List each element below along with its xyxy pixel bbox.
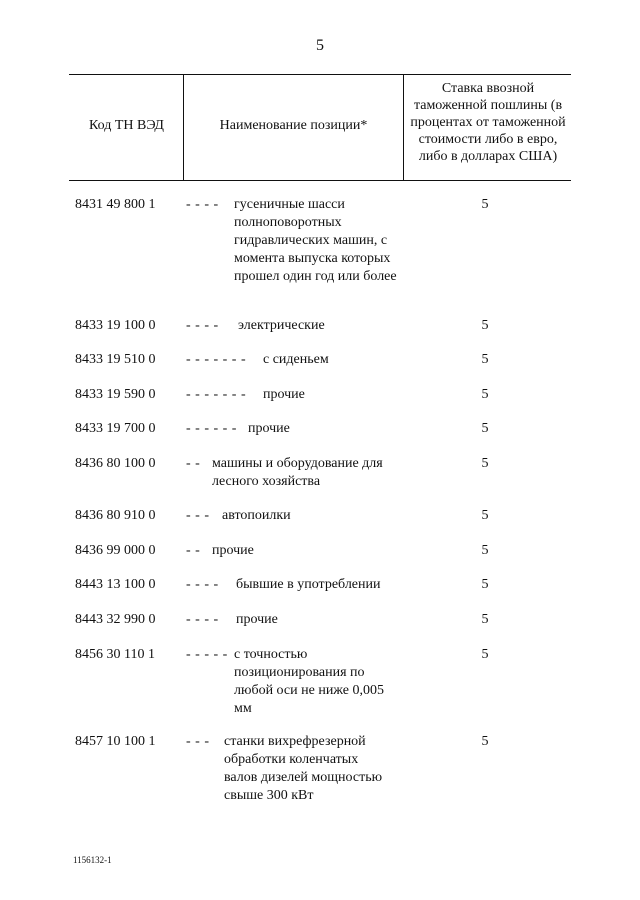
page-number: 5 bbox=[316, 37, 324, 54]
row-rate: 5 bbox=[481, 612, 489, 627]
row-dashes: - - - - bbox=[186, 197, 219, 212]
row-name: машины и оборудование для лесного хозяйства bbox=[212, 456, 383, 489]
footer-code: 1156132-1 bbox=[73, 855, 112, 865]
row-dashes: - - - - - - - bbox=[186, 352, 247, 367]
row-name: прочие bbox=[212, 543, 254, 558]
row-code: 8436 80 100 0 bbox=[75, 456, 156, 471]
row-name: электрические bbox=[238, 318, 325, 333]
row-rate: 5 bbox=[481, 647, 489, 662]
row-name: гусеничные шасси полноповоротных гидравлических машин, с момента выпуска которых прошел один год или более bbox=[234, 197, 397, 284]
row-code: 8456 30 110 1 bbox=[75, 647, 155, 662]
row-rate: 5 bbox=[481, 543, 489, 558]
row-dashes: - - - bbox=[186, 508, 210, 523]
row-code: 8431 49 800 1 bbox=[75, 197, 156, 212]
row-dashes: - - - - - bbox=[186, 647, 228, 662]
header-bottom-rule bbox=[69, 180, 571, 181]
row-code: 8443 13 100 0 bbox=[75, 577, 156, 592]
row-code: 8433 19 700 0 bbox=[75, 421, 156, 436]
header-divider-2 bbox=[403, 74, 404, 180]
row-dashes: - - - - bbox=[186, 612, 219, 627]
row-code: 8436 99 000 0 bbox=[75, 543, 156, 558]
row-rate: 5 bbox=[481, 387, 489, 402]
row-name: с точностью позиционирования по любой оси не ниже 0,005 мм bbox=[234, 647, 385, 716]
row-code: 8443 32 990 0 bbox=[75, 612, 156, 627]
row-code: 8433 19 100 0 bbox=[75, 318, 156, 333]
row-dashes: - - bbox=[186, 456, 201, 471]
row-dashes: - - - bbox=[186, 734, 210, 749]
row-rate: 5 bbox=[481, 577, 489, 592]
row-name: прочие bbox=[263, 387, 305, 402]
row-rate: 5 bbox=[481, 197, 489, 212]
row-rate: 5 bbox=[481, 352, 489, 367]
row-name: прочие bbox=[248, 421, 290, 436]
row-rate: 5 bbox=[481, 421, 489, 436]
row-code: 8457 10 100 1 bbox=[75, 734, 156, 749]
row-dashes: - - - - bbox=[186, 577, 219, 592]
header-top-rule bbox=[69, 74, 571, 75]
row-name: прочие bbox=[236, 612, 278, 627]
row-rate: 5 bbox=[481, 456, 489, 471]
row-name: с сиденьем bbox=[263, 352, 329, 367]
row-code: 8433 19 510 0 bbox=[75, 352, 156, 367]
header-name: Наименование позиции* bbox=[219, 118, 368, 133]
row-dashes: - - - - - - bbox=[186, 421, 237, 436]
row-rate: 5 bbox=[481, 508, 489, 523]
row-name: станки вихрефрезерной обработки коленчатых валов дизелей мощностью свыше 300 кВт bbox=[224, 734, 383, 803]
row-code: 8436 80 910 0 bbox=[75, 508, 156, 523]
header-rate: Ставка ввозной таможенной пошлины (в процентах от таможенной стоимости либо в евро, либо в долларах США) bbox=[410, 81, 566, 164]
row-dashes: - - bbox=[186, 543, 201, 558]
header-code: Код ТН ВЭД bbox=[89, 118, 164, 133]
row-code: 8433 19 590 0 bbox=[75, 387, 156, 402]
row-name: автопоилки bbox=[222, 508, 291, 523]
row-rate: 5 bbox=[481, 734, 489, 749]
row-name: бывшие в употреблении bbox=[236, 577, 381, 592]
row-dashes: - - - - bbox=[186, 318, 219, 333]
row-dashes: - - - - - - - bbox=[186, 387, 247, 402]
row-rate: 5 bbox=[481, 318, 489, 333]
